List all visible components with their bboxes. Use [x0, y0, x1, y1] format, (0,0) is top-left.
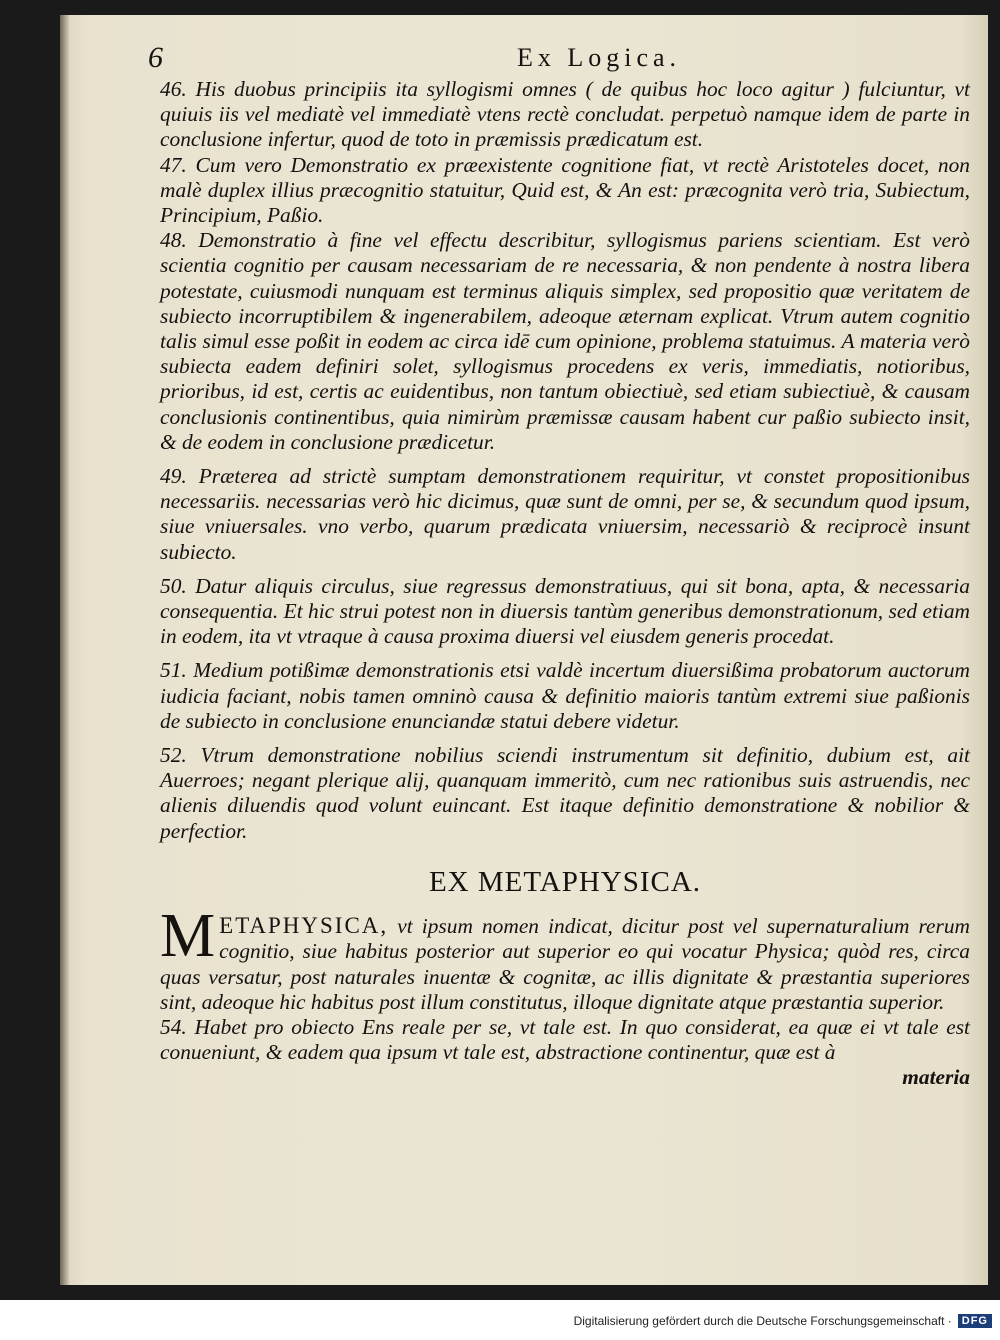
- intro-paragraph: [160, 902, 970, 1015]
- paragraph-51: [160, 658, 970, 734]
- page-number: 6: [148, 41, 163, 74]
- text-body: [160, 77, 970, 1091]
- paragraph-52: [160, 743, 970, 844]
- drop-capital: M: [160, 902, 216, 971]
- paragraph-number: 52.: [160, 743, 187, 768]
- paragraph-text: Vtrum demonstratione nobilius sciendi instrumentum sit definitio, dubium est, ait Auerroes; negant plerique alij, quanquam immeritò, cum nec rationibus suis astruendis, nec alienis diluendis quod volunt euincant. Est itaque definitio demonstratione & nobilior & perfectior.: [160, 743, 970, 843]
- paragraph-text: Præterea ad strictè sumptam demonstrationem requiritur, vt constet propositionibus necessariis. necessarias verò hic dicimus, quæ sunt de omni, per se, & secundum quod ipsum, siue vniuersales. vno verbo, quarum prædicata vniuersim, necessariò & reciprocè insunt subiecto.: [160, 464, 970, 564]
- paragraph-text: His duobus principiis ita syllogismi omnes ( de quibus hoc loco agitur ) fulciuntur, vt quiuis iis vel mediatè vel immediatè vtens rectè concludat. perpetuò namque idem de parte in conclusione infertur, quod de toto in præmissis prædicatum est.: [160, 77, 970, 152]
- paragraph-number: 47.: [160, 152, 187, 177]
- paragraph-text: Datur aliquis circulus, siue regressus demonstratiuus, qui sit bona, apta, & necessaria consequentia. Et hic strui potest non in diuersis tantùm generibus demonstrationum, sed etiam in eodem, ita vt vtraque à causa proxima diuersi vel eiusdem generis procedat.: [160, 573, 970, 649]
- footer-text: Digitalisierung gefördert durch die Deutsche Forschungsgemeinschaft ·: [573, 1314, 952, 1328]
- section-heading: EX METAPHYSICA.: [428, 865, 702, 898]
- paragraph-number: 48.: [160, 228, 187, 253]
- paragraph-number: 51.: [160, 658, 187, 683]
- paragraph-number: 49.: [160, 464, 187, 489]
- page-gutter-shadow: [60, 15, 70, 1285]
- paragraph-46: [160, 77, 970, 153]
- paragraph-text: Cum vero Demonstratio ex præexistente cognitione fiat, vt rectè Aristoteles docet, non malè duplex illius præcognitio statuitur, Quid est, & An est: præcognita verò tria, Subiectum, Principium, Paßio.: [160, 152, 970, 228]
- paragraph-text: Habet pro obiecto Ens reale per se, vt tale est. In quo considerat, ea quæ ei vt tale est conueniunt, & eadem qua ipsum vt tale est, abstractione continentur, quæ est à: [160, 1014, 970, 1065]
- dfg-logo: DFG: [958, 1314, 992, 1328]
- paragraph-number: 46.: [160, 77, 187, 101]
- paragraph-50: [160, 574, 970, 650]
- paragraph-text: Demonstratio à fine vel effectu describitur, syllogismus pariens scientiam. Est verò scientia cognitio per causam necessariam de re necessaria, & non pendente à nostra libera potestate, cuiusmodi nunquam est terminus aliquis simplex, sed propositio quæ veritatem de subiecto incorruptibilem & ingenerabilem, adeoque æternam explicat. Vtrum autem cognitio talis simul esse poßit in eodem ac circa idē cum opinione, problema statuimus. A materia verò subiecta eadem definiri solet, syllogismus procedens ex veris, immediatis, notioribus, prioribus, id est, certis ac euidentibus, non tantum obiectiuè, sed etiam subiectiuè, & causam conclusionis continentibus, quia nimirùm præmissæ causam habent cur paßio subiecto insit, & de eodem in conclusione prædicetur.: [160, 228, 970, 454]
- catchword: materia: [902, 1065, 970, 1090]
- paragraph-54: [160, 1015, 970, 1065]
- book-page: [60, 15, 988, 1285]
- paragraph-number: 54.: [160, 1014, 187, 1039]
- running-head: Ex Logica.: [516, 43, 682, 72]
- intro-capitals: ETAPHYSICA,: [219, 913, 389, 939]
- paragraph-48: [160, 228, 970, 455]
- paragraph-text: Medium potißimæ demonstrationis etsi valdè incertum diuersißima probatorum auctorum iudicia faciant, nobis tamen omninò causa & definitio maioris tantùm extremi siue paßionis de subiecto in conclusione enunciandæ statui debere videtur.: [160, 658, 970, 733]
- paragraph-49: [160, 464, 970, 565]
- page-header: [60, 37, 988, 77]
- digitization-footer: [574, 1314, 992, 1328]
- paragraph-text: vt ipsum nomen indicat, dicitur post vel supernaturalium rerum cognitio, siue habitus posterior aut superior eo qui vocatur Physica; quòd res, circa quas versatur, post naturales inuentæ & cognitæ, ac illis dignitate & præstantia superiores sint, adeoque hic habitus post illum constitutus, illoque dignitate atque præstantia superior.: [160, 914, 970, 1014]
- paragraph-47: [160, 153, 970, 229]
- paragraph-number: 50.: [160, 573, 187, 598]
